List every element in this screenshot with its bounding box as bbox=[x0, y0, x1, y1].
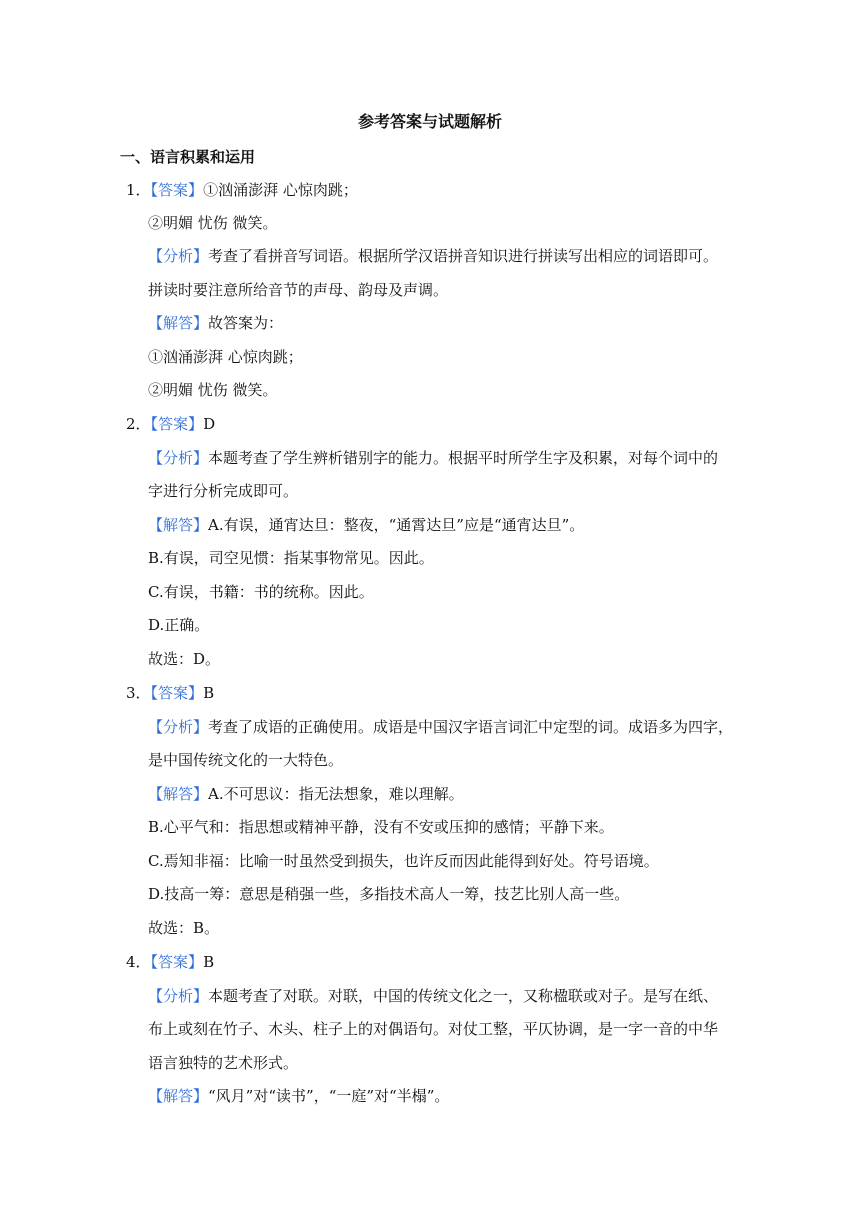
solution-text: “风月”对“读书”，“一庭”对“半榻”。 bbox=[208, 1087, 450, 1105]
question-3-solution-line-3: C.焉知非福：比喻一时虽然受到损失，也许反而因此能得到好处。符号语境。 bbox=[148, 852, 659, 870]
section-heading: 一、语言积累和运用 bbox=[120, 148, 256, 166]
question-2-solution bbox=[148, 515, 584, 535]
analysis-tag: 【分析】 bbox=[148, 718, 209, 736]
question-3-solution-line-4: D.技高一筹：意思是稍强一些，多指技术高人一筹，技艺比别人高一些。 bbox=[148, 885, 630, 903]
question-2-solution-line-5: 故选：D。 bbox=[148, 650, 221, 668]
question-4-answer bbox=[126, 952, 214, 972]
question-2-analysis bbox=[148, 448, 718, 468]
question-3-solution-line-5: 故选：B。 bbox=[148, 919, 220, 937]
answer-tag: 【答案】 bbox=[150, 953, 204, 971]
question-1-answer-line-2: ②明媚 忧伤 微笑。 bbox=[148, 214, 278, 232]
question-1-solution-line-3: ②明媚 忧伤 微笑。 bbox=[148, 381, 278, 399]
analysis-tag: 【分析】 bbox=[148, 987, 209, 1005]
answer-tag: 【答案】 bbox=[150, 684, 204, 702]
question-3-solution-line-2: B.心平气和：指思想或精神平静，没有不安或压抑的感情；平静下来。 bbox=[148, 818, 614, 836]
answer-text: B bbox=[203, 953, 215, 971]
question-3-answer bbox=[126, 683, 214, 703]
solution-tag: 【解答】 bbox=[148, 516, 209, 534]
analysis-text: 考查了成语的正确使用。成语是中国汉字语言词汇中定型的词。成语多为四字， bbox=[208, 718, 734, 736]
analysis-text: 本题考查了学生辨析错别字的能力。根据平时所学生字及积累，对每个词中的 bbox=[208, 449, 719, 467]
question-1-analysis bbox=[148, 246, 718, 266]
solution-tag: 【解答】 bbox=[148, 1087, 209, 1105]
page-title: 参考答案与试题解析 bbox=[357, 112, 502, 131]
answer-text: D bbox=[203, 415, 216, 433]
question-4-analysis-line-2: 布上或刻在竹子、木头、柱子上的对偶语句。对仗工整，平仄协调，是一字一音的中华 bbox=[148, 1020, 719, 1038]
question-1-solution bbox=[148, 313, 283, 333]
question-4-analysis bbox=[148, 986, 718, 1006]
question-1-solution-line-2: ①汹涌澎湃 心惊肉跳； bbox=[148, 348, 303, 366]
question-1-analysis-line-2: 拼读时要注意所给音节的声母、韵母及声调。 bbox=[148, 281, 449, 299]
analysis-tag: 【分析】 bbox=[148, 449, 209, 467]
answer-tag: 【答案】 bbox=[150, 415, 204, 433]
solution-tag: 【解答】 bbox=[148, 785, 209, 803]
question-2-solution-line-3: C.有误，书籍：书的统称。因此。 bbox=[148, 583, 374, 601]
question-number: 3． bbox=[126, 684, 151, 702]
analysis-text: 本题考查了对联。对联，中国的传统文化之一，又称楹联或对子。是写在纸、 bbox=[208, 987, 719, 1005]
question-2-analysis-line-2: 字进行分析完成即可。 bbox=[148, 482, 299, 500]
question-number: 4． bbox=[126, 953, 151, 971]
question-number: 2． bbox=[126, 415, 151, 433]
solution-tag: 【解答】 bbox=[148, 314, 209, 332]
analysis-tag: 【分析】 bbox=[148, 247, 209, 265]
question-1-answer bbox=[126, 180, 358, 200]
analysis-text: 考查了看拼音写词语。根据所学汉语拼音知识进行拼读写出相应的词语即可。 bbox=[208, 247, 719, 265]
answer-text: B bbox=[203, 684, 215, 702]
question-2-solution-line-4: D.正确。 bbox=[148, 616, 210, 634]
answer-tag: 【答案】 bbox=[150, 181, 204, 199]
question-3-analysis-line-2: 是中国传统文化的一大特色。 bbox=[148, 751, 344, 769]
solution-text: A.不可思议：指无法想象，难以理解。 bbox=[208, 785, 464, 803]
question-2-answer bbox=[126, 414, 215, 434]
answer-text: ①汹涌澎湃 心惊肉跳； bbox=[203, 181, 358, 199]
solution-text: A.有误，通宵达旦：整夜，“通霄达旦”应是“通宵达旦”。 bbox=[208, 516, 585, 534]
question-3-analysis bbox=[148, 717, 733, 737]
solution-text: 故答案为： bbox=[208, 314, 284, 332]
question-number: 1． bbox=[126, 181, 151, 199]
question-4-analysis-line-3: 语言独特的艺术形式。 bbox=[148, 1054, 299, 1072]
question-3-solution bbox=[148, 784, 464, 804]
question-2-solution-line-2: B.有误，司空见惯：指某事物常见。因此。 bbox=[148, 549, 434, 567]
question-4-solution bbox=[148, 1086, 449, 1106]
